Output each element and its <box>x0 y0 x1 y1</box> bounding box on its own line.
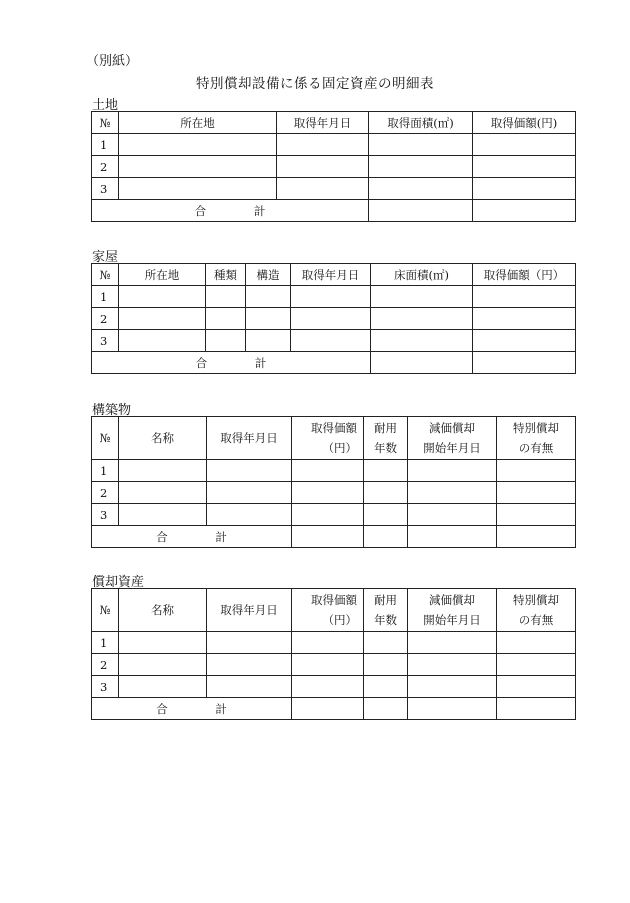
total-price-cell[interactable] <box>292 698 364 720</box>
row-number: 1 <box>92 134 119 156</box>
depreciable-header-no: № <box>92 589 119 632</box>
house-total-row <box>92 352 576 374</box>
land-header-location: 所在地 <box>119 112 277 134</box>
input-cell[interactable] <box>292 460 364 482</box>
input-cell[interactable] <box>292 632 364 654</box>
input-cell[interactable] <box>364 504 408 526</box>
depreciable-header-acq-date: 取得年月日 <box>207 589 292 632</box>
structure-header-special <box>497 417 576 460</box>
house-header-floor-area: 床面積(㎡) <box>371 264 473 286</box>
input-cell[interactable] <box>119 178 277 200</box>
total-cell[interactable] <box>497 698 576 720</box>
table-row <box>92 330 576 352</box>
house-header-acq-date: 取得年月日 <box>291 264 371 286</box>
input-cell[interactable] <box>408 676 497 698</box>
input-cell[interactable] <box>292 676 364 698</box>
structure-header-price-line2: （円） <box>322 441 357 455</box>
structure-header-dep-line1: 減価償却 <box>429 421 475 435</box>
structure-header-no: № <box>92 417 119 460</box>
input-cell[interactable] <box>207 676 292 698</box>
depreciable-table <box>91 588 576 720</box>
structure-header-price-line1: 取得価額 <box>311 421 357 435</box>
depreciable-header-special-line1: 特別償却 <box>513 593 559 607</box>
total-cell[interactable] <box>497 526 576 548</box>
input-cell[interactable] <box>371 286 473 308</box>
input-cell[interactable] <box>364 676 408 698</box>
input-cell[interactable] <box>119 308 206 330</box>
input-cell[interactable] <box>277 134 369 156</box>
input-cell[interactable] <box>371 308 473 330</box>
document-title: 特別償却設備に係る固定資産の明細表 <box>196 76 434 92</box>
input-cell[interactable] <box>119 482 207 504</box>
input-cell[interactable] <box>207 504 292 526</box>
input-cell[interactable] <box>207 632 292 654</box>
land-header-price: 取得価額(円) <box>473 112 576 134</box>
structure-header-life <box>364 417 408 460</box>
input-cell[interactable] <box>246 308 291 330</box>
input-cell[interactable] <box>291 330 371 352</box>
input-cell[interactable] <box>497 676 576 698</box>
total-label: 合 計 <box>92 526 292 548</box>
total-area-cell[interactable] <box>369 200 473 222</box>
row-number: 1 <box>92 632 119 654</box>
table-row <box>92 460 576 482</box>
row-number: 3 <box>92 330 119 352</box>
input-cell[interactable] <box>119 676 207 698</box>
input-cell[interactable] <box>119 632 207 654</box>
input-cell[interactable] <box>277 156 369 178</box>
total-label: 合 計 <box>92 698 292 720</box>
total-floor-area-cell[interactable] <box>371 352 473 374</box>
input-cell[interactable] <box>408 460 497 482</box>
depreciable-header-dep-line2: 開始年月日 <box>423 613 481 627</box>
total-label: 合 計 <box>92 200 369 222</box>
depreciable-section-label: 償却資産 <box>92 575 145 590</box>
house-table <box>91 263 576 374</box>
table-row <box>92 504 576 526</box>
input-cell[interactable] <box>291 286 371 308</box>
input-cell[interactable] <box>119 156 277 178</box>
house-header-kind: 種類 <box>206 264 246 286</box>
input-cell[interactable] <box>364 632 408 654</box>
row-number: 2 <box>92 308 119 330</box>
structure-section-label: 構築物 <box>92 403 132 418</box>
input-cell[interactable] <box>246 330 291 352</box>
structure-header-dep-start <box>408 417 497 460</box>
input-cell[interactable] <box>497 460 576 482</box>
row-number: 3 <box>92 676 119 698</box>
total-cell[interactable] <box>408 526 497 548</box>
input-cell[interactable] <box>369 134 473 156</box>
total-price-cell[interactable] <box>473 352 576 374</box>
structure-table <box>91 416 576 548</box>
row-number: 2 <box>92 156 119 178</box>
total-cell[interactable] <box>408 698 497 720</box>
land-total-row <box>92 200 576 222</box>
table-row <box>92 482 576 504</box>
input-cell[interactable] <box>119 460 207 482</box>
input-cell[interactable] <box>473 134 576 156</box>
depreciable-header-life-line2: 年数 <box>374 613 397 627</box>
row-number: 3 <box>92 504 119 526</box>
table-row <box>92 178 576 200</box>
depreciable-header-special <box>497 589 576 632</box>
structure-header-special-line2: の有無 <box>518 441 554 455</box>
input-cell[interactable] <box>408 504 497 526</box>
input-cell[interactable] <box>207 482 292 504</box>
input-cell[interactable] <box>119 134 277 156</box>
row-number: 1 <box>92 460 119 482</box>
total-price-cell[interactable] <box>292 526 364 548</box>
row-number: 2 <box>92 482 119 504</box>
depreciable-header-life-line1: 耐用 <box>374 593 397 607</box>
structure-total-row <box>92 526 576 548</box>
structure-header-price <box>292 417 364 460</box>
input-cell[interactable] <box>364 482 408 504</box>
row-number: 1 <box>92 286 119 308</box>
input-cell[interactable] <box>497 504 576 526</box>
row-number: 3 <box>92 178 119 200</box>
annex-label: （別紙） <box>86 54 139 69</box>
input-cell[interactable] <box>408 482 497 504</box>
structure-header-life-line2: 年数 <box>374 441 397 455</box>
total-cell[interactable] <box>364 698 408 720</box>
input-cell[interactable] <box>473 156 576 178</box>
input-cell[interactable] <box>246 286 291 308</box>
table-row <box>92 308 576 330</box>
depreciable-header-price <box>292 589 364 632</box>
land-section-label: 土地 <box>92 98 119 113</box>
house-section-label: 家屋 <box>92 250 119 265</box>
structure-header-acq-date: 取得年月日 <box>207 417 292 460</box>
input-cell[interactable] <box>207 654 292 676</box>
depreciable-header-name: 名称 <box>119 589 207 632</box>
depreciable-header-row <box>92 589 576 632</box>
depreciable-header-dep-start <box>408 589 497 632</box>
input-cell[interactable] <box>497 654 576 676</box>
input-cell[interactable] <box>277 178 369 200</box>
input-cell[interactable] <box>119 286 206 308</box>
depreciable-header-price-line2: （円） <box>322 613 357 627</box>
depreciable-total-row <box>92 698 576 720</box>
house-header-structure: 構造 <box>246 264 291 286</box>
table-row <box>92 156 576 178</box>
land-header-acq-date: 取得年月日 <box>277 112 369 134</box>
table-row <box>92 654 576 676</box>
land-table <box>91 111 576 222</box>
depreciable-header-price-line1: 取得価額 <box>311 593 357 607</box>
house-header-row <box>92 264 576 286</box>
total-cell[interactable] <box>364 526 408 548</box>
house-header-no: № <box>92 264 119 286</box>
input-cell[interactable] <box>119 330 206 352</box>
depreciable-header-special-line2: の有無 <box>518 613 554 627</box>
input-cell[interactable] <box>291 308 371 330</box>
input-cell[interactable] <box>292 504 364 526</box>
row-number: 2 <box>92 654 119 676</box>
depreciable-header-dep-line1: 減価償却 <box>429 593 475 607</box>
input-cell[interactable] <box>408 632 497 654</box>
input-cell[interactable] <box>364 654 408 676</box>
table-row <box>92 286 576 308</box>
structure-header-life-line1: 耐用 <box>374 421 397 435</box>
land-header-row <box>92 112 576 134</box>
input-cell[interactable] <box>206 330 246 352</box>
structure-header-special-line1: 特別償却 <box>513 421 559 435</box>
input-cell[interactable] <box>292 482 364 504</box>
total-price-cell[interactable] <box>473 200 576 222</box>
depreciable-header-life <box>364 589 408 632</box>
table-row <box>92 134 576 156</box>
input-cell[interactable] <box>473 178 576 200</box>
structure-header-name: 名称 <box>119 417 207 460</box>
house-header-location: 所在地 <box>119 264 206 286</box>
input-cell[interactable] <box>207 460 292 482</box>
structure-header-dep-line2: 開始年月日 <box>423 441 481 455</box>
input-cell[interactable] <box>408 654 497 676</box>
input-cell[interactable] <box>371 330 473 352</box>
input-cell[interactable] <box>292 654 364 676</box>
input-cell[interactable] <box>497 632 576 654</box>
input-cell[interactable] <box>369 156 473 178</box>
table-row <box>92 632 576 654</box>
input-cell[interactable] <box>473 308 576 330</box>
land-header-no: № <box>92 112 119 134</box>
input-cell[interactable] <box>119 504 207 526</box>
input-cell[interactable] <box>206 308 246 330</box>
input-cell[interactable] <box>473 286 576 308</box>
input-cell[interactable] <box>497 482 576 504</box>
land-header-area: 取得面積(㎡) <box>369 112 473 134</box>
input-cell[interactable] <box>206 286 246 308</box>
input-cell[interactable] <box>364 460 408 482</box>
input-cell[interactable] <box>369 178 473 200</box>
table-row <box>92 676 576 698</box>
total-label: 合 計 <box>92 352 371 374</box>
house-header-price: 取得価額（円） <box>473 264 576 286</box>
structure-header-row <box>92 417 576 460</box>
input-cell[interactable] <box>119 654 207 676</box>
input-cell[interactable] <box>473 330 576 352</box>
